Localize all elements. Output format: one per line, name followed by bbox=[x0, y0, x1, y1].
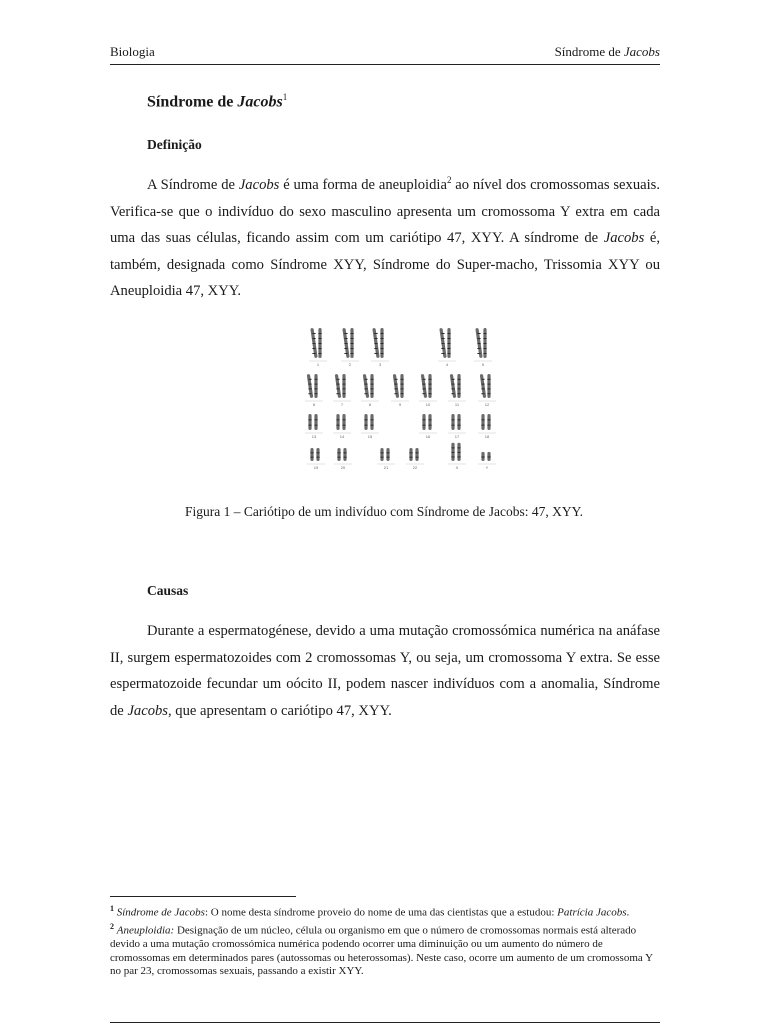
chromosome bbox=[370, 414, 373, 430]
paragraph-definicao: A Síndrome de Jacobs é uma forma de aneuploidia$^2$ ao nível dos cromossomas sexuais. Verifica-se que o indivíduo do sexo masculino apresenta um cromossoma Y extra em cada uma das suas células, ficando assim com um cariótipo 47, XYY. A síndrome de Jacobs é, também, designada como Síndrome XYY, Síndrome do Super-macho, Trissomia XYY ou Aneuploidia 47, XYY. bbox=[110, 175, 660, 299]
chromosome-label: 11 bbox=[454, 402, 460, 407]
chromosome bbox=[422, 414, 425, 430]
chromosome bbox=[337, 448, 340, 461]
chromosome bbox=[308, 414, 311, 430]
karyotype-figure bbox=[300, 322, 508, 474]
header-topic: Síndrome de Jacobs bbox=[554, 44, 660, 59]
chromosome bbox=[480, 374, 487, 398]
chromosome-label: 21 bbox=[383, 465, 389, 470]
chromosome-label: 3 bbox=[378, 362, 382, 367]
chromosome bbox=[421, 374, 428, 398]
footnote-separator bbox=[110, 896, 296, 897]
chromosome-pair-15 bbox=[361, 414, 379, 439]
chromosome-label: 6 bbox=[312, 402, 316, 407]
chromosome-label: Y bbox=[485, 465, 489, 470]
chromosome-label: 18 bbox=[484, 434, 490, 439]
chromosome-pair-4 bbox=[438, 328, 456, 367]
footnote-2: $^2$ Aneuploidia: Designação de um núcleo, célula ou organismo em que o número de cromossomas normais está alterado devido a uma mutação cromossómica numérica podendo ocorrer uma diminuição ou um aumento do número de cromossomas em determinados pares (autossomas ou heterossomas). Neste caso, ocorre um aumento de um cromossoma Y no par 23, cromossomas sexuais, passando a existir XYY. bbox=[110, 922, 653, 978]
chromosome bbox=[316, 448, 319, 461]
chromosome-label: 8 bbox=[368, 402, 372, 407]
chromosome-label: 7 bbox=[340, 402, 344, 407]
chromosome-pair-6 bbox=[305, 374, 323, 407]
chromosome bbox=[457, 374, 460, 398]
chromosome-pair-9 bbox=[391, 374, 409, 407]
chromosome-label: 15 bbox=[367, 434, 373, 439]
chromosome-label: 4 bbox=[445, 362, 449, 367]
chromosome-pair-19 bbox=[307, 448, 325, 470]
chromosome bbox=[487, 374, 490, 398]
chromosome bbox=[363, 374, 370, 398]
chromosome-pair-10 bbox=[419, 374, 437, 407]
chromosome-label: 9 bbox=[398, 402, 402, 407]
chromosome-pair-2 bbox=[341, 328, 359, 367]
chromosome bbox=[342, 414, 345, 430]
chromosome bbox=[400, 374, 403, 398]
chromosome-label: 12 bbox=[484, 402, 490, 407]
figure-caption: Figura 1 – Cariótipo de um indivíduo com Síndrome de Jacobs: 47, XYY. bbox=[185, 504, 583, 519]
chromosome bbox=[364, 414, 367, 430]
chromosome-label: 19 bbox=[313, 465, 319, 470]
chromosome bbox=[380, 448, 383, 461]
chromosome-label: 5 bbox=[481, 362, 485, 367]
chromosome-pair-X bbox=[448, 443, 466, 470]
chromosome-label: 13 bbox=[311, 434, 317, 439]
chromosome-label: 1 bbox=[316, 362, 320, 367]
chromosome bbox=[386, 448, 389, 461]
chromosome-pair-1 bbox=[309, 328, 327, 367]
chromosome bbox=[393, 374, 400, 398]
chromosome-pair-16 bbox=[419, 414, 437, 439]
chromosome-pair-17 bbox=[448, 414, 466, 439]
chromosome-pair-18 bbox=[478, 414, 496, 439]
chromosome bbox=[428, 414, 431, 430]
chromosome bbox=[487, 414, 490, 430]
paragraph-causas: Durante a espermatogénese, devido a uma mutação cromossómica numérica na anáfase II, surgem espermatozoides com 2 cromossomas Y, ou seja, um cromossoma Y extra. Se esse espermatozoide fecundar um oócito II, podem nascer indivíduos com a anomalia, Síndrome de Jacobs, que apresentam o cariótipo 47, XYY. bbox=[110, 623, 660, 719]
chromosome-pair-22 bbox=[406, 448, 424, 470]
chromosome-pair-3 bbox=[371, 328, 389, 367]
chromosome bbox=[314, 374, 317, 398]
chromosome bbox=[457, 414, 460, 430]
chromosome bbox=[415, 448, 418, 461]
chromosome bbox=[342, 374, 345, 398]
chromosome-pair-14 bbox=[333, 414, 351, 439]
chromosome bbox=[451, 414, 454, 430]
footnote-ref-2: 2 bbox=[446, 175, 452, 186]
chromosome bbox=[370, 374, 373, 398]
chromosome bbox=[335, 374, 342, 398]
chromosome bbox=[336, 414, 339, 430]
chromosome bbox=[310, 448, 313, 461]
chromosome-pair-Y bbox=[478, 452, 496, 470]
chromosome-pair-20 bbox=[334, 448, 352, 470]
footnote-1: $^1$ Síndrome de Jacobs: O nome desta síndrome proveio do nome de uma das cientistas que a estudou: Patrícia Jacobs. bbox=[110, 904, 630, 919]
chromosome-pair-12 bbox=[478, 374, 496, 407]
chromosome-pair-5 bbox=[474, 328, 492, 367]
chromosome-label: 16 bbox=[425, 434, 431, 439]
chromosome bbox=[450, 374, 457, 398]
chromosome-label: 10 bbox=[425, 402, 431, 407]
chromosome-label: 20 bbox=[340, 465, 346, 470]
chromosome-label: 22 bbox=[412, 465, 418, 470]
page-header bbox=[110, 44, 660, 65]
footnotes bbox=[110, 902, 660, 979]
chromosome bbox=[343, 448, 346, 461]
chromosome bbox=[314, 414, 317, 430]
chromosome-label: 17 bbox=[454, 434, 460, 439]
chromosome bbox=[409, 448, 412, 461]
chromosome bbox=[307, 374, 314, 398]
header-subject: Biologia bbox=[110, 44, 155, 59]
chromosome-pair-11 bbox=[448, 374, 466, 407]
page-title: Síndrome de Jacobs$^1$ bbox=[147, 92, 288, 111]
chromosome bbox=[428, 374, 431, 398]
chromosome-pair-13 bbox=[305, 414, 323, 439]
chromosome-label: 2 bbox=[348, 362, 352, 367]
footnote-ref-1: 1 bbox=[282, 92, 288, 102]
chromosome-pair-7 bbox=[333, 374, 351, 407]
section-heading-definicao: Definição bbox=[147, 137, 202, 152]
section-heading-causas: Causas bbox=[147, 583, 189, 598]
chromosome bbox=[481, 414, 484, 430]
page-bottom-rule bbox=[110, 1022, 660, 1023]
chromosome-pair-21 bbox=[377, 448, 395, 470]
chromosome-label: 14 bbox=[339, 434, 345, 439]
chromosome-label: X bbox=[455, 465, 459, 470]
chromosome-pair-8 bbox=[361, 374, 379, 407]
